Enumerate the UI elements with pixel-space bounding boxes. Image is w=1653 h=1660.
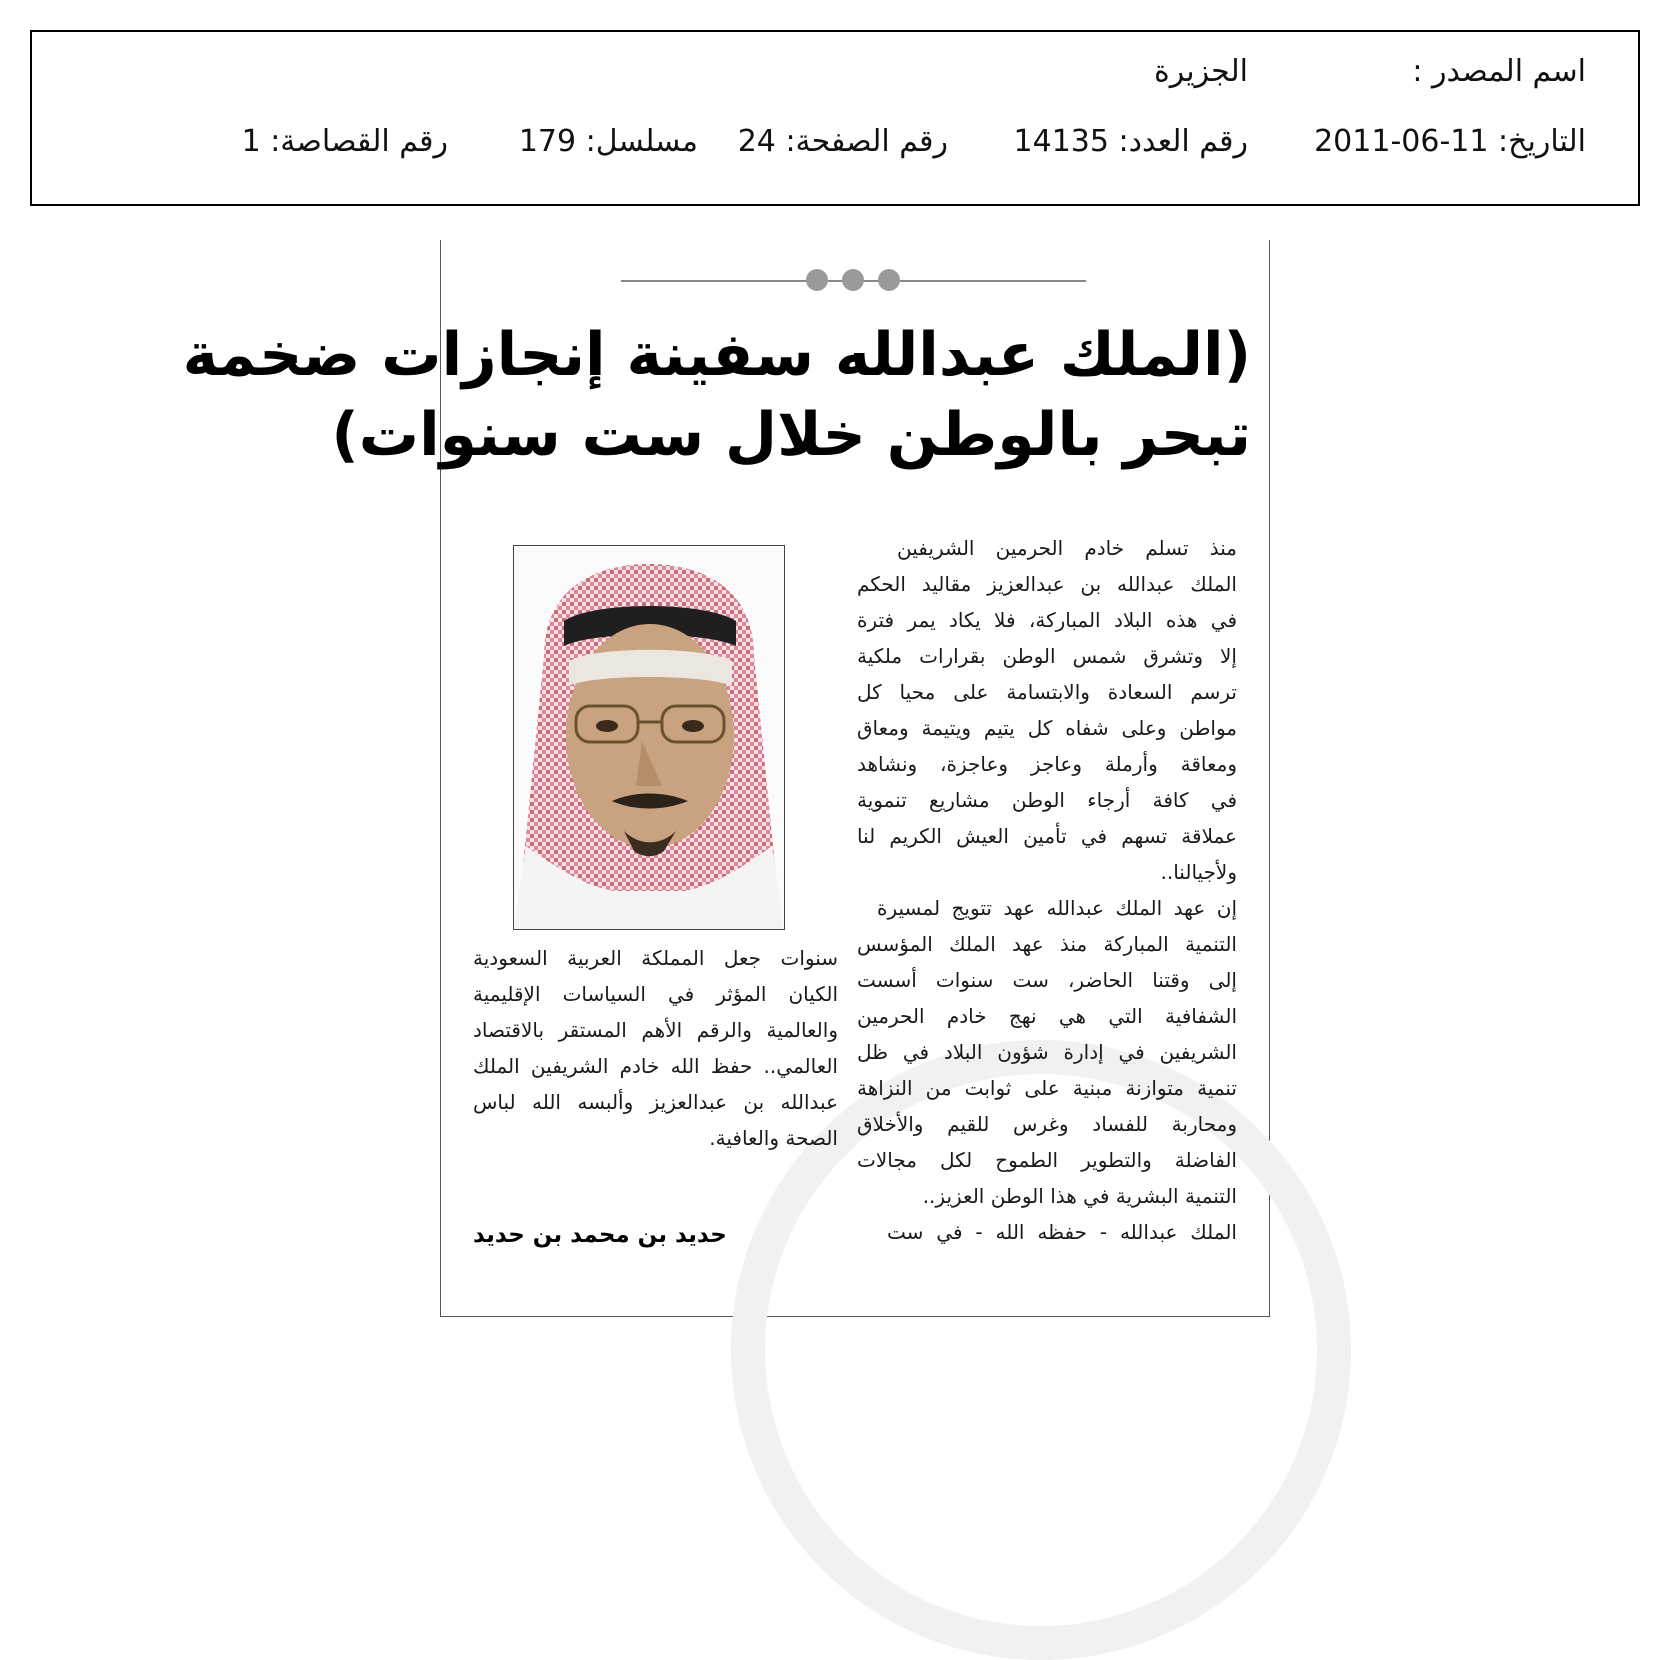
divider-dot-icon: [842, 269, 864, 291]
article-line: ولأجيالنا..: [1160, 860, 1237, 884]
article-line: الكيان المؤثر في السياسات الإقليمية: [473, 982, 838, 1006]
divider-dot-icon: [878, 269, 900, 291]
article-line: الصحة والعافية.: [709, 1126, 838, 1150]
serial-number-field: مسلسل: 179: [518, 124, 698, 159]
article-line: إلا وتشرق شمس الوطن بقرارات ملكية: [857, 644, 1237, 668]
article-line: الشفافية التي هي نهج خادم الحرمين: [857, 1004, 1237, 1028]
clip-number-field: رقم القصاصة: 1: [241, 124, 448, 159]
date-field: التاريخ: 11-06-2011: [1314, 124, 1586, 159]
source-label: اسم المصدر :: [1412, 54, 1586, 89]
article-line: إلى وقتنا الحاضر، ست سنوات أسست: [857, 968, 1237, 992]
author-portrait-icon: [514, 546, 784, 929]
article-line: الملك عبدالله - حفظه الله - في ست: [887, 1220, 1237, 1244]
article-line: ومحاربة للفساد وغرس للقيم والأخلاق: [857, 1112, 1237, 1136]
article-line: التنمية المباركة منذ عهد الملك المؤسس: [857, 932, 1237, 956]
article-line: الشريفين في إدارة شؤون البلاد في ظل: [857, 1040, 1237, 1064]
article-line: العالمي.. حفظ الله خادم الشريفين الملك: [473, 1054, 838, 1078]
divider-dot-icon: [806, 269, 828, 291]
article-line: ترسم السعادة والابتسامة على محيا كل: [857, 680, 1237, 704]
source-value: الجزيرة: [1153, 54, 1248, 89]
article-line: عملاقة تسهم في تأمين العيش الكريم لنا: [857, 824, 1237, 848]
page-number-field: رقم الصفحة: 24: [737, 124, 948, 159]
author-photo: [513, 545, 785, 930]
article-line: الملك عبدالله بن عبدالعزيز مقاليد الحكم: [857, 572, 1237, 596]
headline-line-2: تبحر بالوطن خلال ست سنوات): [331, 400, 1251, 470]
newspaper-clipping: [182, 240, 1270, 1317]
article-line: الفاضلة والتطوير الطموح لكل مجالات: [857, 1148, 1237, 1172]
article-line: منذ تسلم خادم الحرمين الشريفين: [897, 536, 1237, 560]
article-line: مواطن وعلى شفاه كل يتيم ويتيمة ومعاق: [857, 716, 1237, 740]
source-info-box: [30, 30, 1640, 206]
article-line: سنوات جعل المملكة العربية السعودية: [473, 946, 838, 970]
article-line: إن عهد الملك عبدالله عهد تتويج لمسيرة: [877, 896, 1237, 920]
author-byline: حديد بن محمد بن حديد: [473, 1222, 727, 1248]
article-line: والعالمية والرقم الأهم المستقر بالاقتصاد: [473, 1018, 838, 1042]
article-line: ومعاقة وأرملة وعاجز وعاجزة، ونشاهد: [857, 752, 1237, 776]
article-line: في كافة أرجاء الوطن مشاريع تنموية: [857, 788, 1237, 812]
article-line: التنمية البشرية في هذا الوطن العزيز..: [922, 1184, 1237, 1208]
issue-number-field: رقم العدد: 14135: [1013, 124, 1248, 159]
article-line: عبدالله بن عبدالعزيز وألبسه الله لباس: [473, 1090, 838, 1114]
article-line: تنمية متوازنة مبنية على ثوابت من النزاهة: [857, 1076, 1237, 1100]
article-line: في هذه البلاد المباركة، فلا يكاد يمر فترة: [857, 608, 1237, 632]
headline-line-1: (الملك عبدالله سفينة إنجازات ضخمة: [182, 320, 1251, 390]
